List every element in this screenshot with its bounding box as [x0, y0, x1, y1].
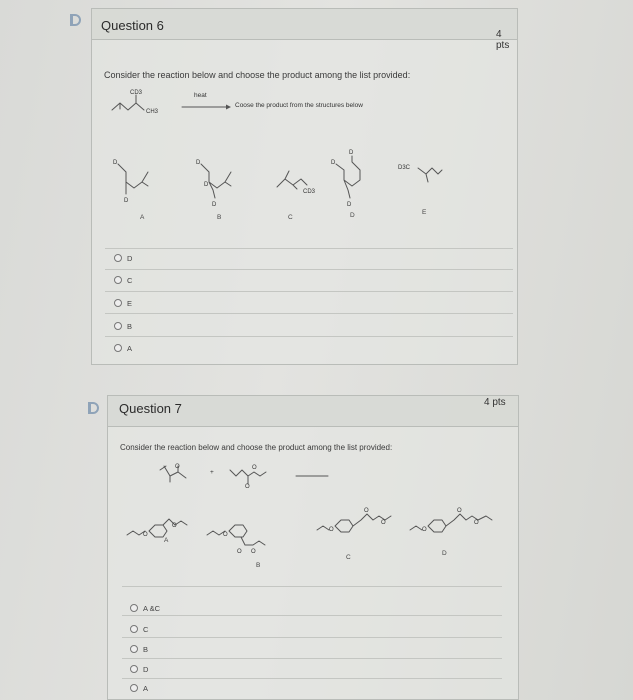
question-7-prompt: Consider the reaction below and choose the product among the list provided:	[120, 443, 393, 452]
q7-structure-c-letter: C	[346, 554, 351, 561]
structure-d-d3: D	[347, 202, 352, 208]
q6-option-divider	[105, 291, 513, 292]
option-label: A	[127, 343, 133, 353]
heat-label: heat	[194, 92, 207, 99]
q7-option-divider	[122, 637, 502, 638]
structure-e-letter: E	[422, 209, 427, 216]
q7-structure-d	[408, 500, 498, 540]
structure-c-letter: C	[288, 214, 293, 221]
q7-structure-d-o1: O	[422, 527, 427, 533]
structure-b-d1: D	[196, 160, 201, 166]
structure-a-d1: D	[113, 160, 118, 166]
structure-e	[398, 160, 448, 190]
q7-structure-c-o1: O	[329, 527, 334, 533]
radio-button[interactable]	[130, 625, 138, 633]
option-label: D	[143, 664, 149, 674]
structure-a	[110, 158, 160, 208]
q6-option-divider	[105, 248, 513, 249]
q7-option-c[interactable]	[130, 623, 148, 635]
structure-b-letter: B	[217, 214, 222, 221]
q7-structure-b-o1: O	[223, 532, 228, 538]
q7-structure-b	[205, 505, 280, 555]
q7-option-a[interactable]	[130, 682, 148, 694]
radio-button[interactable]	[114, 299, 122, 307]
structure-b-d3: D	[212, 202, 217, 208]
structure-e-d3c: D3C	[398, 165, 411, 171]
q7-structure-a	[125, 505, 195, 545]
radio-button[interactable]	[114, 276, 122, 284]
q7-reactant-2-o1: O	[252, 465, 257, 471]
q7-structure-d-o3: O	[474, 520, 479, 526]
q7-reactant-1	[158, 462, 198, 484]
q6-option-divider	[105, 336, 513, 337]
q6-option-c[interactable]	[114, 274, 132, 286]
choose-text: Coose the product from the structures below	[235, 102, 363, 109]
q7-option-b[interactable]	[130, 643, 148, 655]
plus-sign: +	[210, 469, 214, 476]
q7-option-a-and-c[interactable]	[130, 602, 160, 614]
flag-icon[interactable]	[88, 402, 99, 414]
option-label: A &C	[143, 603, 161, 613]
option-label: B	[143, 644, 149, 654]
option-label: C	[143, 624, 149, 634]
q7-structure-a-o1: O	[143, 532, 148, 538]
option-label: A	[143, 683, 149, 693]
flag-icon[interactable]	[70, 14, 81, 26]
q7-structure-b-o3: O	[251, 549, 256, 555]
option-label: D	[127, 253, 133, 263]
q7-option-divider	[122, 678, 502, 679]
q6-option-b[interactable]	[114, 320, 132, 332]
question-6-title: Question 6	[101, 18, 164, 33]
structure-c	[275, 165, 325, 205]
q7-reactant-1-o: O	[175, 464, 180, 470]
q7-structure-b-o2: O	[237, 549, 242, 555]
structure-d	[330, 148, 375, 210]
structure-a-letter: A	[140, 214, 145, 221]
structure-b-d2: D	[204, 182, 209, 188]
radio-button[interactable]	[114, 344, 122, 352]
structure-b	[193, 158, 243, 213]
reactant-structure	[110, 88, 170, 120]
structure-d-d2: D	[349, 150, 354, 156]
question-7-title: Question 7	[119, 401, 182, 416]
reaction-arrow	[182, 103, 232, 111]
question-7-points: 4 pts	[484, 397, 506, 408]
question-6-prompt: Consider the reaction below and choose the product among the list provided:	[104, 70, 411, 80]
question-6-points: 4 pts	[496, 29, 510, 51]
q7-structure-a-o2: O	[172, 523, 177, 529]
q7-option-divider	[122, 658, 502, 659]
q7-reactant-2	[228, 462, 288, 488]
option-label: B	[127, 321, 133, 331]
q7-reactant-2-o2: O	[245, 484, 250, 490]
radio-button[interactable]	[114, 322, 122, 330]
reactant-bonds	[112, 95, 144, 110]
q7-structure-d-letter: D	[442, 550, 447, 557]
q6-option-divider	[105, 269, 513, 270]
q7-structure-c-o2: O	[364, 508, 369, 514]
structure-d-letter: D	[350, 212, 355, 219]
reactant-cd3-label: CD3	[130, 90, 143, 96]
q7-structure-c	[315, 500, 400, 540]
question-7-card	[107, 395, 519, 700]
radio-button[interactable]	[130, 604, 138, 612]
q7-reaction-arrow	[296, 474, 330, 478]
radio-button[interactable]	[130, 665, 138, 673]
radio-button[interactable]	[130, 645, 138, 653]
q7-structure-d-o2: O	[457, 508, 462, 514]
radio-button[interactable]	[114, 254, 122, 262]
q6-option-divider	[105, 313, 513, 314]
option-label: C	[127, 275, 133, 285]
q7-structure-a-letter: A	[164, 537, 169, 544]
reactant-ch3-label: CH3	[146, 109, 159, 115]
radio-button[interactable]	[130, 684, 138, 692]
structure-a-d2: D	[124, 198, 129, 204]
q7-structure-c-o3: O	[381, 520, 386, 526]
q7-option-divider	[122, 615, 502, 616]
structure-c-cd3: CD3	[303, 189, 316, 195]
q6-option-e[interactable]	[114, 297, 132, 309]
structure-d-d1: D	[331, 160, 336, 166]
option-label: E	[127, 298, 133, 308]
q7-option-divider	[122, 586, 502, 587]
q7-option-d[interactable]	[130, 663, 148, 675]
q6-option-a[interactable]	[114, 342, 132, 354]
q7-structure-b-letter: B	[256, 562, 261, 569]
q6-option-d[interactable]	[114, 252, 132, 264]
